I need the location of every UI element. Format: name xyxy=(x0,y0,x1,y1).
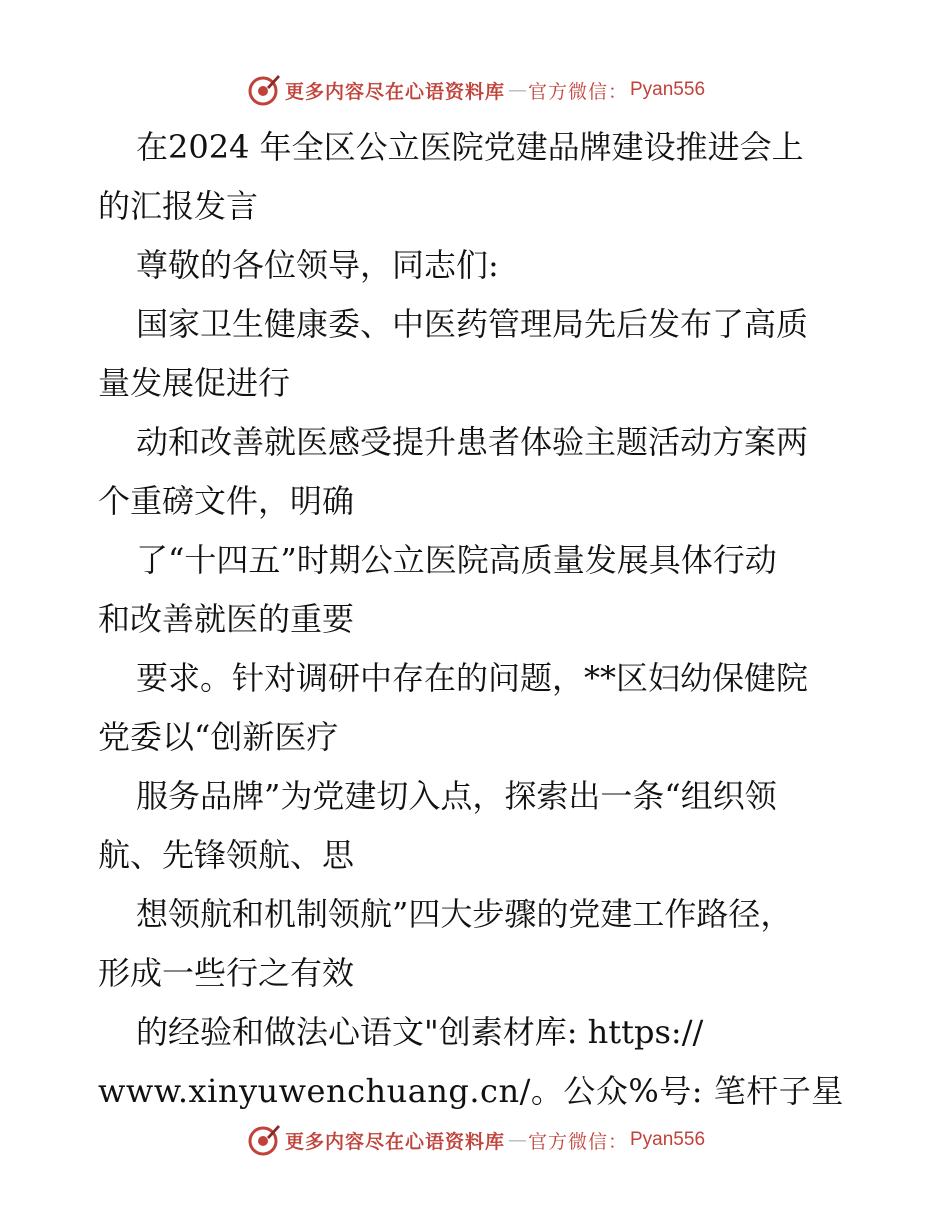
footer-site-name: 更多内容尽在心语资料库 xyxy=(284,1130,505,1153)
title-line-2: 的汇报发言 xyxy=(98,187,259,225)
body-line: 服务品牌”为党建切入点，探索出一条“组织领 xyxy=(136,777,777,815)
title-line-1: 在2024 年全区公立医院党建品牌建设推进会上 xyxy=(136,128,804,166)
body-line: 了“十四五”时期公立医院高质量发展具体行动 xyxy=(136,541,777,579)
body-line: 国家卫生健康委、中医药管理局先后发布了高质 xyxy=(136,305,809,343)
header-site-name: 更多内容尽在心语资料库 xyxy=(284,80,505,103)
header-wechat-id: Pyan556 xyxy=(630,79,706,100)
footer-wechat-id: Pyan556 xyxy=(630,1129,706,1150)
body-line: 要求。针对调研中存在的问题，**区妇幼保健院 xyxy=(136,659,809,697)
footer-wechat-label: 官方微信： xyxy=(527,1130,628,1153)
body-line: 想领航和机制领航”四大步骤的党建工作路径， xyxy=(136,895,793,933)
header-wechat-label: 官方微信： xyxy=(527,80,628,103)
body-line: 党委以“创新医疗 xyxy=(98,718,339,756)
body-line: 航、先锋领航、思 xyxy=(98,836,355,874)
footer-watermark xyxy=(0,1120,950,1160)
salutation-line: 尊敬的各位领导，同志们: xyxy=(136,246,499,284)
body-line: 量发展促进行 xyxy=(98,364,291,402)
footer-dash: — xyxy=(507,1129,525,1151)
pen-logo-icon xyxy=(245,1122,281,1158)
body-line: www.xinyuwenchuang.cn/。公众%号: 笔杆子星 xyxy=(98,1072,844,1110)
body-line: 和改善就医的重要 xyxy=(98,600,355,638)
body-line: 个重磅文件，明确 xyxy=(98,482,355,520)
body-line: 形成一些行之有效 xyxy=(98,954,355,992)
pen-logo-icon xyxy=(245,72,281,108)
body-line: 的经验和做法心语文"创素材库: https:// xyxy=(136,1013,704,1051)
body-line: 动和改善就医感受提升患者体验主题活动方案两 xyxy=(136,423,809,461)
header-watermark xyxy=(0,70,950,110)
header-dash: — xyxy=(507,79,525,101)
document-body xyxy=(98,122,858,1125)
